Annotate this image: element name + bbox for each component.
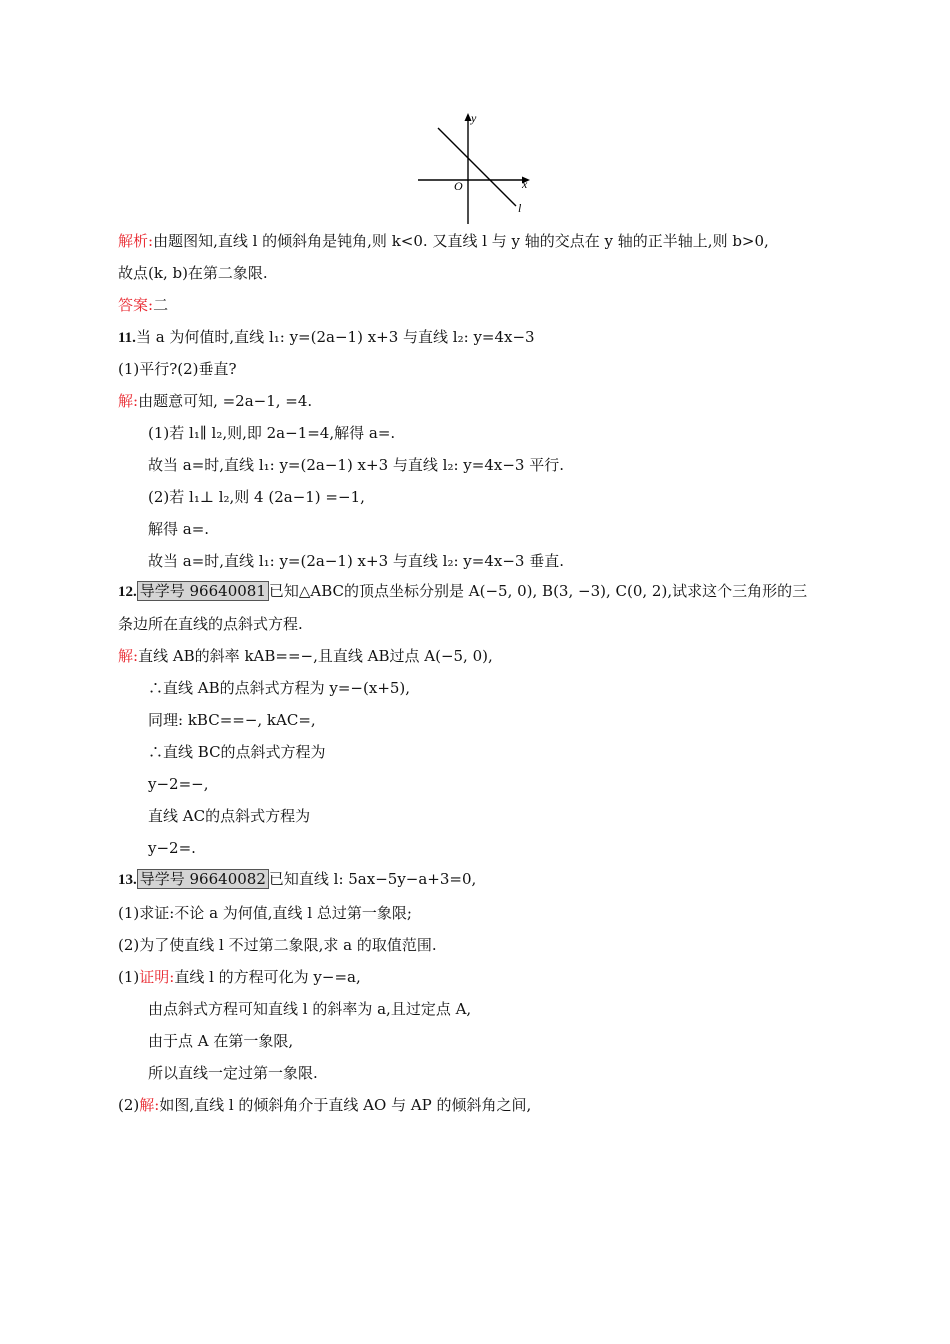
origin-label: O [454,179,463,193]
q13-part1: (1)求证:不论 a 为何值,直线 l 总过第一象限; [118,904,412,922]
solution-label: 解: [118,392,139,410]
q12-solution-line: y−2=. [148,839,196,857]
guide-number-tag[interactable]: 导学号 96640082 [137,869,269,889]
q10-answer [118,295,168,315]
q13-part2: (2)为了使直线 l 不过第二象限,求 a 的取值范围. [118,936,437,954]
q10-analysis-line2: 故点(k, b)在第二象限. [118,264,268,282]
q12-solution-line: 同理: kBC==−, kAC=, [148,711,316,729]
q11-solution-start [118,391,312,411]
guide-number-tag[interactable]: 导学号 96640081 [137,581,269,601]
q11-solution-line: 故当 a=时,直线 l₁: y=(2a−1) x+3 与直线 l₂: y=4x−3 平行. [148,456,564,474]
line-l [438,128,516,206]
solution-label: 解: [118,647,139,665]
proof-label: 证明: [139,968,175,986]
q12-solution-line: ∴直线 AB的点斜式方程为 y=−(x+5), [148,679,411,697]
question-stem: 已知△ABC的顶点坐标分别是 A(−5, 0), B(3, −3), C(0, 2),试求这个三角形的三 [268,582,808,600]
question-stem: 已知直线 l: 5ax−5y−a+3=0, [268,870,477,888]
question-number: 13. [118,872,137,888]
question-stem: 当 a 为何值时,直线 l₁: y=(2a−1) x+3 与直线 l₂: y=4x−3 [135,328,535,346]
q13-proof-line: 所以直线一定过第一象限. [148,1064,318,1082]
q11-parts: (1)平行?(2)垂直? [118,360,237,378]
line-l-label: l [518,201,522,215]
q13-proof-line: 由于点 A 在第一象限, [148,1032,294,1050]
q12-solution-line: 直线 AC的点斜式方程为 [148,807,311,825]
q11-solution-line: 故当 a=时,直线 l₁: y=(2a−1) x+3 与直线 l₂: y=4x−3 垂直. [148,552,564,570]
q11-solution-line: 解得 a=. [148,520,210,538]
x-axis-label: x [522,177,528,191]
solution2-text: 如图,直线 l 的倾斜角介于直线 AO 与 AP 的倾斜角之间, [159,1096,532,1114]
q13-stem [118,869,476,890]
solution2-prefix: (2) [118,1096,140,1114]
answer-label: 答案: [118,296,154,314]
q12-stem-line1 [118,581,807,602]
solution-text: 直线 AB的斜率 kAB==−,且直线 AB过点 A(−5, 0), [138,647,493,665]
q11-stem [118,327,535,348]
proof-prefix: (1) [118,968,140,986]
analysis-text: 由题图知,直线 l 的倾斜角是钝角,则 k<0. 又直线 l 与 y 轴的交点在 y 轴的正半轴上,则 b>0, [153,232,769,250]
solution-text: 由题意可知, =2a−1, =4. [138,392,313,410]
question-number: 11. [118,330,136,346]
question-number: 12. [118,584,137,600]
q12-solution-line: y−2=−, [148,775,209,793]
proof-text: 直线 l 的方程可化为 y−=a, [174,968,361,986]
q13-proof-start [118,967,361,987]
q12-stem-line2: 条边所在直线的点斜式方程. [118,615,303,633]
solution2-label: 解: [139,1096,160,1114]
coordinate-figure [416,110,536,228]
answer-value: 二 [153,296,169,314]
y-axis-label: y [471,111,477,125]
q11-solution-line: (2)若 l₁⊥ l₂,则 4 (2a−1) =−1, [148,488,365,506]
q13-solution2-start [118,1095,531,1115]
q10-analysis-line1 [118,231,769,251]
q13-proof-line: 由点斜式方程可知直线 l 的斜率为 a,且过定点 A, [148,1000,472,1018]
q12-solution-start [118,646,493,666]
q11-solution-line: (1)若 l₁∥ l₂,则,即 2a−1=4,解得 a=. [148,424,396,442]
q12-solution-line: ∴直线 BC的点斜式方程为 [148,743,326,761]
analysis-label: 解析: [118,232,154,250]
